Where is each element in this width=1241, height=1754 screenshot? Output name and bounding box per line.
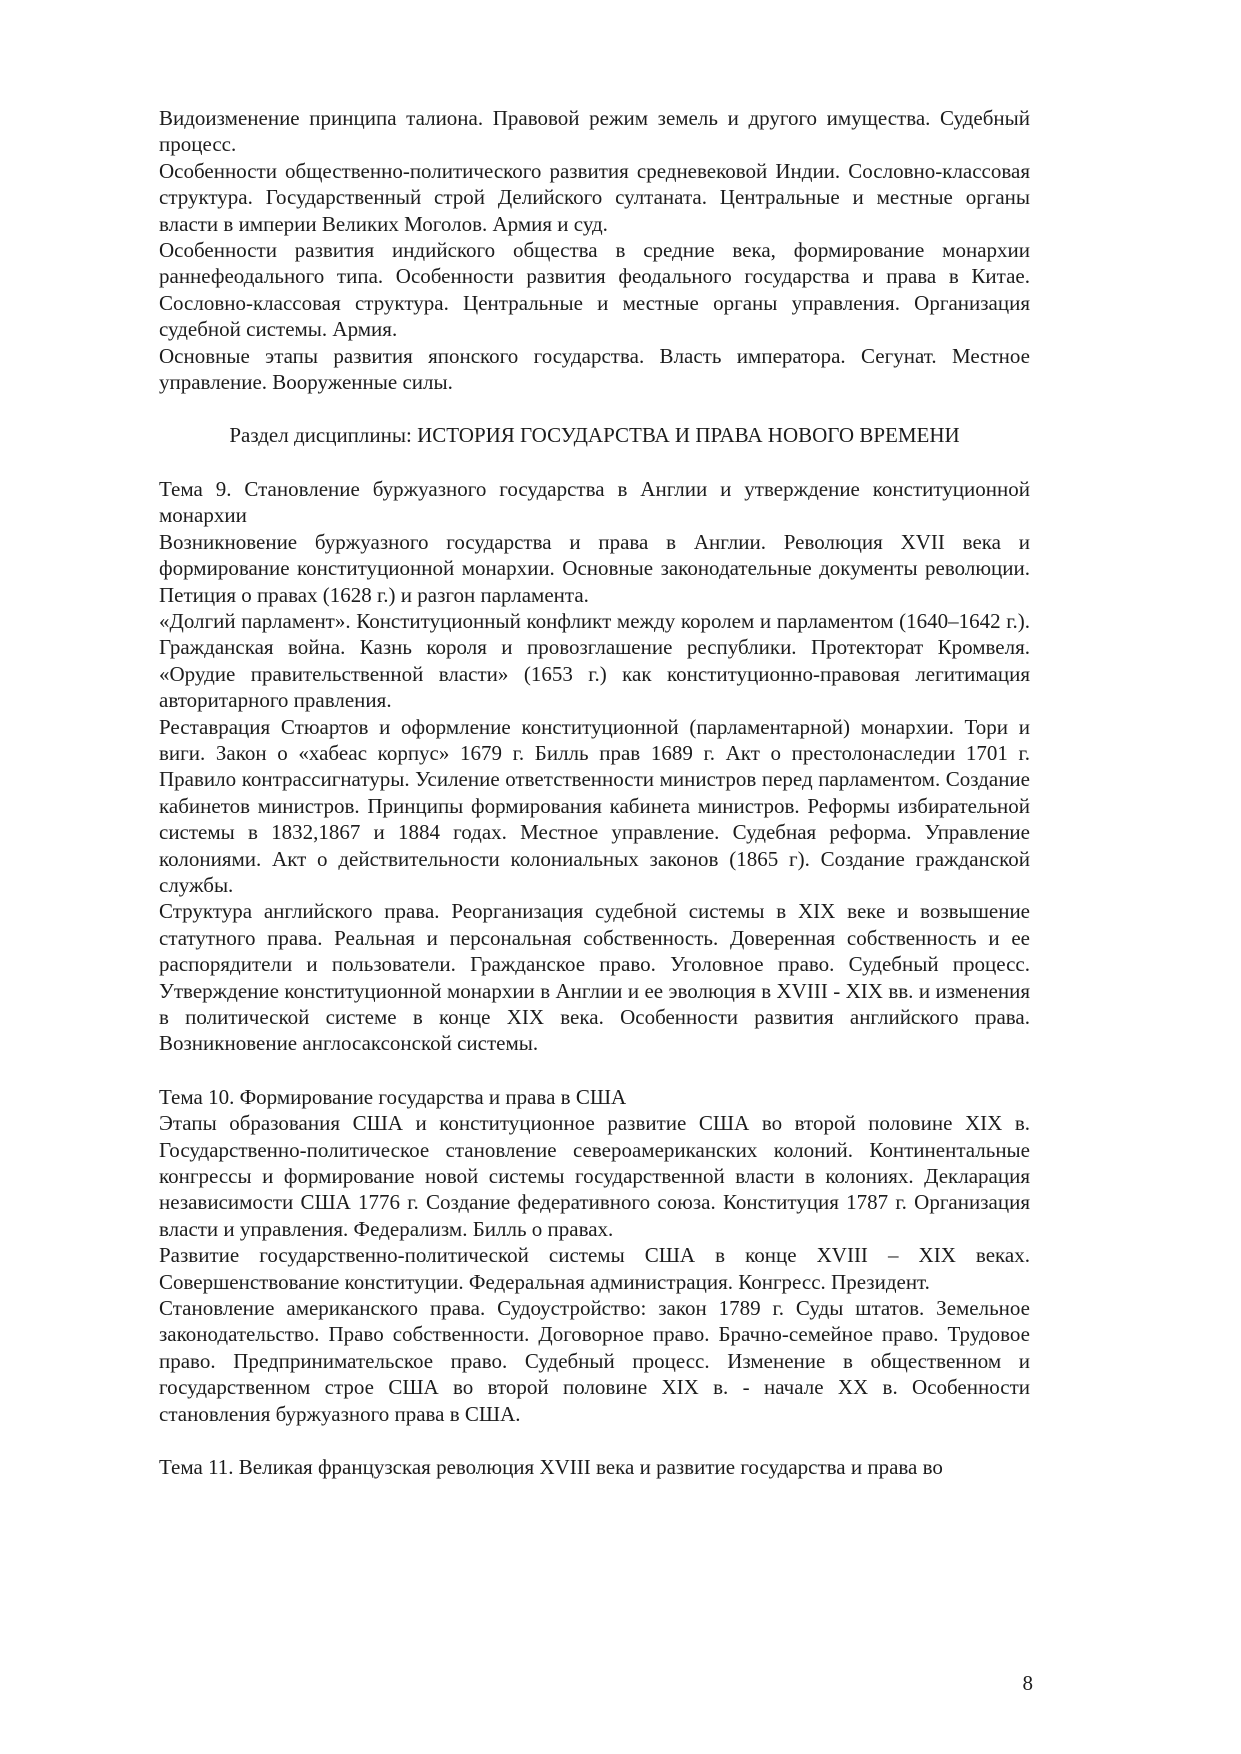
body-paragraph: Становление американского права. Судоустройство: закон 1789 г. Суды штатов. Земельное законодательство. Право собственности. Договорное право. Брачно-семейное право. Трудовое право. Предпринимательское право. Судебный процесс. Изменение в общественном и государственном строе США во второй половине XIX в. - начале XX в. Особенности становления буржуазного права в США. [159, 1296, 1030, 1426]
section-heading: Раздел дисциплины: ИСТОРИЯ ГОСУДАРСТВА И ПРАВА НОВОГО ВРЕМЕНИ [229, 423, 960, 448]
body-paragraph: Особенности общественно-политического развития средневековой Индии. Сословно-классовая структура. Государственный строй Делийского султаната. Центральные и местные органы власти в империи Великих Моголов. Армия и суд. [159, 158, 1030, 236]
body-paragraph: Основные этапы развития японского государства. Власть императора. Сегунат. Местное управление. Вооруженные силы. [159, 343, 1030, 395]
topic-heading-paragraph: Тема 10. Формирование государства и права в США [159, 1084, 627, 1109]
body-paragraph: Реставрация Стюартов и оформление конституционной (парламентарной) монархии. Тори и виги. Закон о «хабеас корпус» 1679 г. Билль прав 1689 г. Акт о престолонаследии 1701 г. Правило контрассигнатуры. Усиление ответственности министров перед парламентом. Создание кабинетов министров. Принципы формирования кабинета министров. Реформы избирательной системы в 1832,1867 и 1884 годах. Местное управление. Судебная реформа. Управление колониями. Акт о действительности колониальных законов (1865 г). Создание гражданской службы. [159, 714, 1030, 897]
topic-heading-paragraph: Тема 11. Великая французская революция XVIII века и развитие государства и права во [159, 1455, 943, 1480]
topic-heading-paragraph: Тема 9. Становление буржуазного государства в Англии и утверждение конституционной монархии [159, 476, 1030, 528]
body-paragraph: «Долгий парламент». Конституционный конфликт между королем и парламентом (1640–1642 г.). Гражданская война. Казнь короля и провозглашение республики. Протекторат Кромвеля. «Орудие правительственной власти» (1653 г.) как конституционно-правовая легитимация авторитарного правления. [159, 608, 1030, 713]
body-paragraph: Видоизменение принципа талиона. Правовой режим земель и другого имущества. Судебный процесс. [159, 106, 1030, 157]
document-content [159, 105, 1030, 1481]
page-number: 8 [1022, 1670, 1033, 1695]
body-paragraph: Структура английского права. Реорганизация судебной системы в XIX веке и возвышение статутного права. Реальная и персональная собственность. Доверенная собственность и ее распорядители и пользователи. Гражданское право. Уголовное право. Судебный процесс. Утверждение конституционной монархии в Англии и ее эволюция в XVIII - XIX вв. и изменения в политической системе в конце XIX века. Особенности развития английского права. Возникновение англосаксонской системы. [159, 899, 1030, 1056]
body-paragraph: Особенности развития индийского общества в средние века, формирование монархии раннефеодального типа. Особенности развития феодального государства и права в Китае. Сословно-классовая структура. Центральные и местные органы управления. Организация судебной системы. Армия. [159, 238, 1030, 342]
body-paragraph: Этапы образования США и конституционное развитие США во второй половине XIX в. Государственно-политическое становление североамериканских колоний. Континентальные конгрессы и формирование новой системы государственной власти в колониях. Декларация независимости США 1776 г. Создание федеративного союза. Конституция 1787 г. Организация власти и управления. Федерализм. Билль о правах. [159, 1111, 1030, 1241]
body-paragraph: Развитие государственно-политической системы США в конце XVIII – XIX веках. Совершенствование конституции. Федеральная администрация. Конгресс. Президент. [159, 1243, 1030, 1294]
body-paragraph: Возникновение буржуазного государства и права в Англии. Революция XVII века и формирование конституционной монархии. Основные законодательные документы революции. Петиция о правах (1628 г.) и разгон парламента. [159, 529, 1030, 607]
